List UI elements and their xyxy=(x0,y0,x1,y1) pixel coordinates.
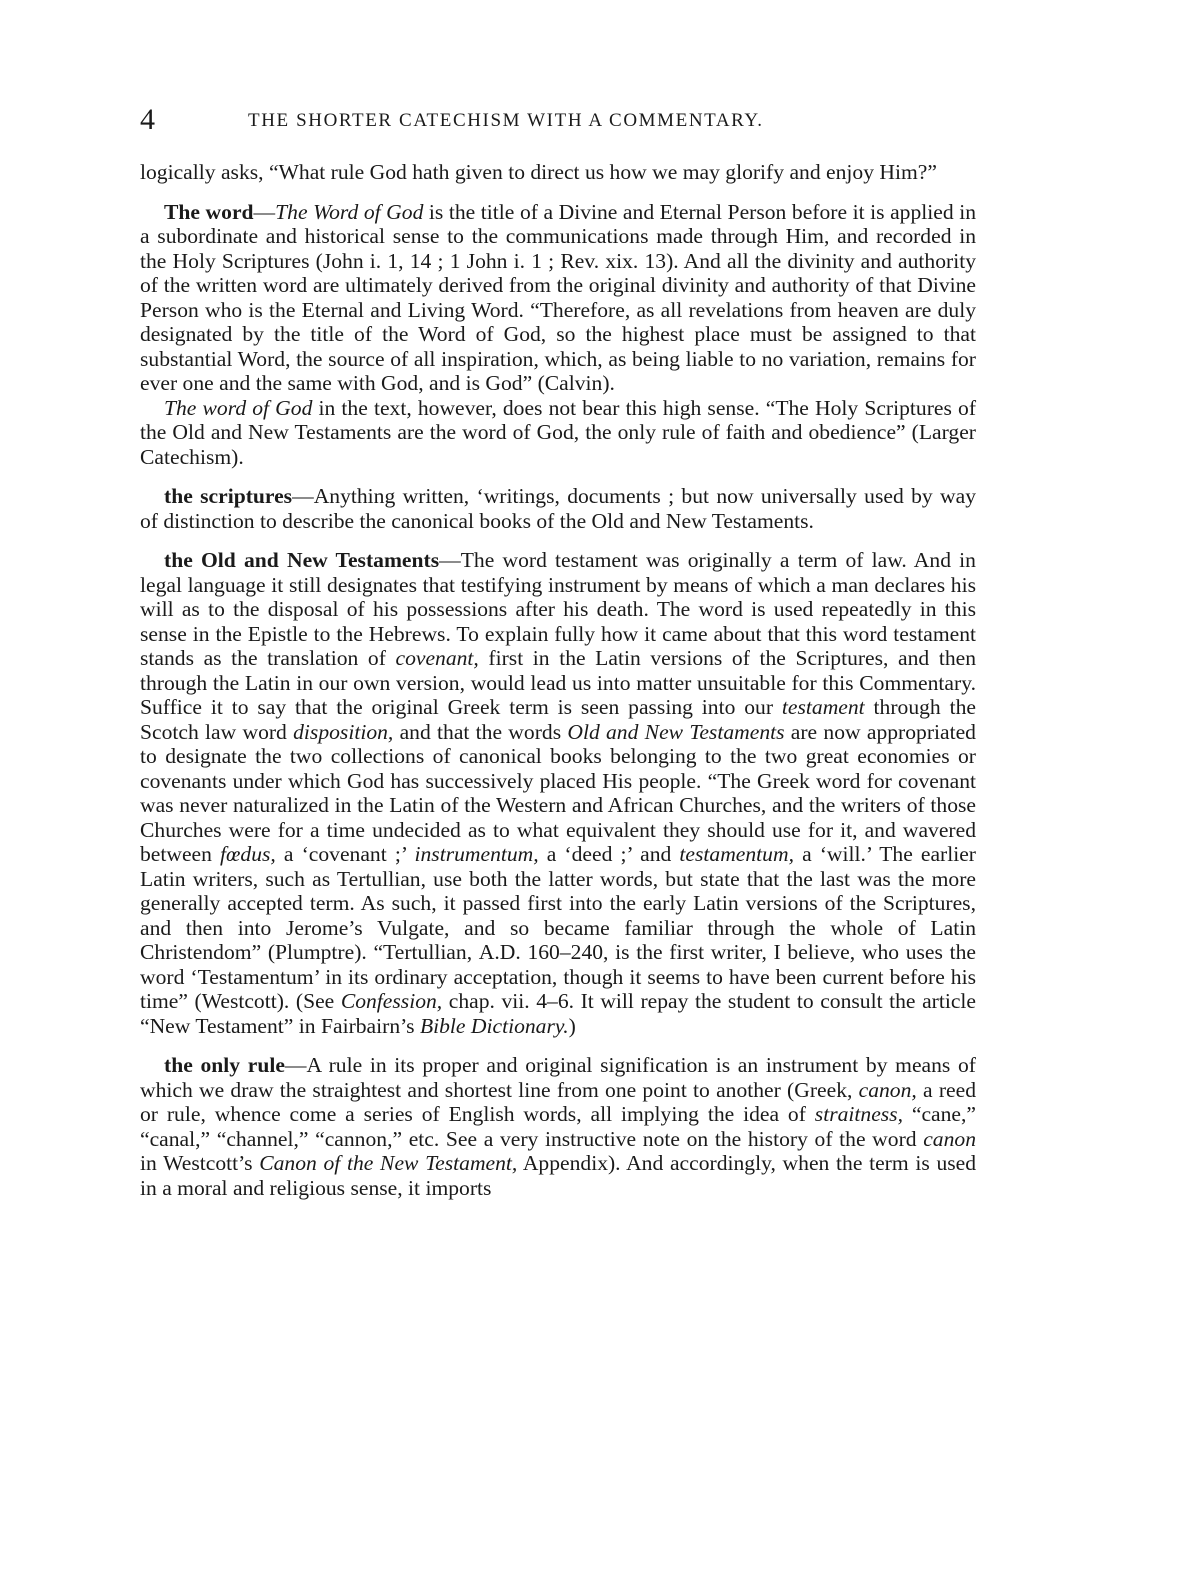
text-run: are now appropriated to designate the two collections of canonical books belonging to the two great economies or covenants under which God has successively placed His people. “The Greek word for covenant was never naturalized in the Latin of the Western and African Churches, and the writers of those Churches were for a time undecided as to what equivalent they should use for it, and wavered between xyxy=(140,719,976,866)
entry-term: The word xyxy=(164,199,254,224)
body-text xyxy=(140,160,976,1200)
paragraph-word-of-god-in-text xyxy=(140,396,976,470)
text-run: in the text, however, does not bear this high sense. “The Holy Scriptures of the Old and New Testaments are the word of God, the only rule of faith and obedience” (Larger Catechism). xyxy=(140,395,977,469)
italic-phrase: testament xyxy=(781,695,865,719)
text-run: —Anything written, ‘writings, documents ; but now universally used by way of distinction to describe the canonical books of the Old and New Testaments. xyxy=(140,484,976,533)
italic-phrase: Old and New Testaments xyxy=(567,719,785,744)
text-run: ) xyxy=(568,1013,576,1038)
text-run: first in the Latin versions of the Scriptures, and then through the Latin in our own version, would lead us into matter unsuitable for this Commentary. Suffice it to say that the original Greek term is seen passing into our xyxy=(140,646,976,719)
italic-phrase: Confession, xyxy=(340,989,443,1013)
italic-phrase: Canon of the New Testament, xyxy=(259,1151,518,1175)
italic-phrase: covenant, xyxy=(395,646,479,670)
italic-phrase: canon, xyxy=(858,1077,917,1102)
entry-the-scriptures xyxy=(140,484,976,533)
entry-term: the scriptures xyxy=(164,484,293,508)
italic-phrase: Bible Dictionary. xyxy=(419,1013,569,1038)
page-header xyxy=(140,103,976,143)
text-run: and that the words xyxy=(393,719,568,744)
text-run: a ‘will.’ The earlier Latin writers, such as Tertullian, use both the latter words, but state that the last was the more generally accepted term. As such, it passed first into the early Latin versions of the Scriptures, and then into Jerome’s Vulgate, and so became familiar through the whole of Latin Christendom” (Plumptre). “Tertullian, xyxy=(140,842,977,964)
text-run: —The word testament was originally a term of law. And in legal language it still designates that testifying instrument by means of which a man declares his will as to the disposal of his possessions after his death. The word is used repeatedly in this sense in the Epistle to the Hebrews. To explain fully how it came about that this word testament stands as the translation of xyxy=(140,548,976,670)
italic-phrase: The word of God xyxy=(164,395,313,420)
text-run: is the title of a Divine and Eternal Person before it is applied in a subordinate and historical sense to the communications made through Him, and recorded in the Holy Scriptures (John i. 1, 14 ; 1 John i. 1 ; Rev. xix. 13). And all the divinity and authority of the written word are ultimately derived from the original divinity and authority of that Divine Person who is the Eternal and Living Word. “Therefore, as all revelations from heaven are duly designated by the title of the Word of God, so the highest place must be assigned to that substantial Word, the source of all inspiration, which, as being liable to no variation, remains for ever one and the same with God, and is God” (Calvin). xyxy=(140,199,976,395)
entry-term: the Old and New Testaments xyxy=(164,548,440,572)
paragraph-continuation xyxy=(140,160,976,185)
italic-phrase: testamentum, xyxy=(679,842,794,866)
entry-old-and-new-testaments xyxy=(140,548,976,1038)
text-run: in Westcott’s xyxy=(140,1151,260,1175)
running-title: THE SHORTER CATECHISM WITH A COMMENTARY. xyxy=(248,110,764,131)
text-run: chap. vii. 4–6. It will repay the student to consult the article “New Testament” in Fairbairn’s xyxy=(140,989,977,1038)
text-run: a ‘deed ;’ and xyxy=(538,842,680,866)
italic-phrase: instrumentum, xyxy=(414,842,539,866)
italic-phrase: canon xyxy=(923,1126,976,1151)
text-run: through the Scotch law word xyxy=(140,695,976,744)
text-run: 160–240, is the first writer, I believe, who uses the word ‘Testamentum’ in its ordinary acceptation, though it seems to have been current before his time” (Westcott). (See xyxy=(140,940,976,1013)
page-number: 4 xyxy=(140,103,155,136)
entry-term: the only rule xyxy=(164,1053,285,1077)
text-run: logically asks, “What rule God hath given to direct us how we may glorify and enjoy Him?” xyxy=(140,160,937,184)
text-run: — xyxy=(253,199,276,224)
small-caps-phrase: A.D. xyxy=(478,940,521,964)
text-run: Appendix). And accordingly, when the term is used in a moral and religious sense, it imports xyxy=(140,1151,977,1200)
entry-the-word xyxy=(140,200,976,396)
text-run: a reed or rule, whence come a series of English words, all implying the idea of xyxy=(140,1077,976,1126)
italic-phrase: straitness, xyxy=(814,1102,903,1126)
text-run: “cane,” “canal,” “channel,” “cannon,” etc. See a very instructive note on the history of the word xyxy=(140,1102,976,1151)
text-run: —A rule in its proper and original signification is an instrument by means of which we draw the straightest and shortest line from one point to another (Greek, xyxy=(140,1053,976,1102)
text-run: a ‘covenant ;’ xyxy=(275,842,415,866)
entry-the-only-rule xyxy=(140,1053,976,1200)
italic-phrase: disposition, xyxy=(293,719,394,744)
italic-phrase: The Word of God xyxy=(275,199,424,224)
italic-phrase: fœdus, xyxy=(220,842,276,866)
